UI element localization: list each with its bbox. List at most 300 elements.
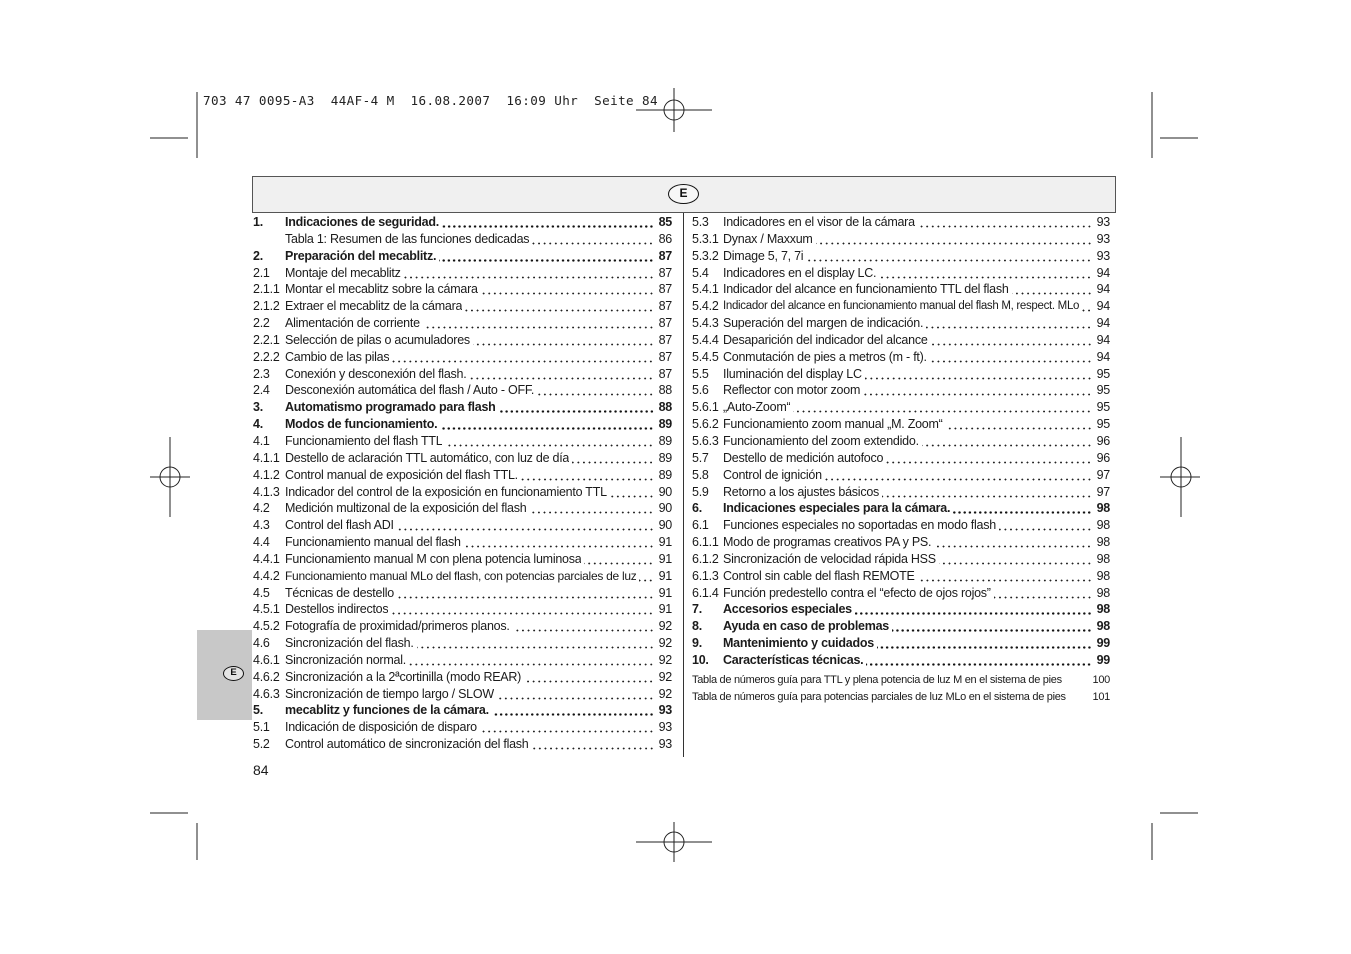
toc-entry-title: Iluminación del display LC [723, 366, 862, 381]
dot-leader [999, 517, 1093, 534]
toc-entry [692, 450, 1110, 467]
toc-entry-title: Técnicas de destello [285, 585, 394, 600]
dot-leader [529, 500, 655, 517]
crop-mark-bottom-right [1152, 813, 1198, 860]
toc-section-entry [692, 652, 1110, 669]
toc-entry-title: Fotografía de proximidad/primeros planos. [285, 619, 510, 634]
toc-entry-number: 5.7 [692, 450, 709, 465]
toc-entry-page: 93 [658, 703, 672, 718]
toc-entry-page: 97 [1096, 484, 1110, 499]
toc-entry-page: 92 [658, 669, 672, 684]
toc-note-page: 101 [1092, 691, 1110, 704]
toc-entry [253, 568, 672, 585]
registration-mark-bottom [636, 822, 712, 862]
crop-mark-top-right [1152, 92, 1198, 158]
toc-entry-number: 5.4 [692, 265, 709, 280]
toc-entry-title: Destellos indirectos [285, 602, 389, 617]
toc-entry-title: Indicadores en el visor de la cámara [723, 215, 915, 229]
toc-entry-number: 5.9 [692, 484, 709, 499]
toc-entry-number: 5.8 [692, 467, 709, 482]
toc-entry-number: 4.4 [253, 535, 270, 550]
toc-entry-number: 4.1.1 [253, 450, 280, 465]
toc-entry-number: 4.5.1 [253, 602, 280, 617]
toc-entry-title: Funcionamiento manual del flash [285, 535, 461, 550]
toc-entry-number: 2.2 [253, 316, 270, 331]
toc-entry-page: 90 [658, 501, 672, 516]
toc-entry [692, 433, 1110, 450]
toc-entry [692, 332, 1110, 349]
toc-entry-page: 94 [1096, 349, 1110, 364]
toc-entry-number: 5.4.4 [692, 332, 719, 347]
toc-entry-page: 85 [658, 215, 672, 229]
dot-leader [480, 719, 655, 736]
toc-entry-page: 99 [1096, 652, 1110, 667]
toc-entry-title: Conexión y desconexión del flash. [285, 366, 467, 381]
toc-section-entry [692, 500, 1110, 517]
dot-leader [953, 500, 1093, 517]
dot-leader [946, 416, 1093, 433]
toc-entry-title: Preparación del mecablitz. [285, 248, 437, 263]
toc-entry [692, 265, 1110, 282]
toc-entry-page: 98 [1096, 619, 1110, 634]
toc-entry-number: 5.3.2 [692, 248, 719, 263]
dot-leader [481, 281, 655, 298]
dot-leader [572, 450, 655, 467]
toc-entry-number: 9. [692, 636, 702, 651]
toc-entry-number: 5.3 [692, 215, 709, 229]
toc-entry-title: Indicación de disposición de disparo [285, 720, 477, 735]
print-slug: 703 47 0095-A3 44AF-4 M 16.08.2007 16:09 Uhr Seite 84 [203, 93, 658, 108]
toc-entry-page: 96 [1096, 450, 1110, 465]
toc-entry [253, 298, 672, 315]
toc-entry-page: 95 [1096, 400, 1110, 415]
toc-entry-page: 88 [658, 383, 672, 398]
toc-entry-title: Superación del margen de indicación. [723, 316, 924, 331]
toc-section-entry [253, 248, 672, 265]
page-number: 84 [253, 762, 269, 778]
dot-leader [1082, 298, 1093, 315]
toc-entry-number: 5.6.1 [692, 400, 719, 415]
toc-entry-page: 93 [1096, 215, 1110, 229]
toc-entry-number: 6.1.3 [692, 568, 719, 583]
registration-mark-left [150, 437, 190, 517]
toc-entry [253, 366, 672, 383]
toc-entry-title: Control de ignición [723, 467, 822, 482]
dot-leader [879, 265, 1093, 282]
toc-section-entry [692, 618, 1110, 635]
toc-entry-page: 95 [1096, 366, 1110, 381]
toc-entry-title: Cambio de las pilas [285, 349, 390, 364]
toc-entry [692, 214, 1110, 231]
toc-entry [253, 517, 672, 534]
toc-entry-title: Control automático de sincronización del flash [285, 737, 529, 752]
toc-entry [253, 601, 672, 618]
toc-entry-title: Alimentación de corriente [285, 316, 420, 331]
toc-entry-title: Funcionamiento del zoom extendido. [723, 433, 919, 448]
toc-entry-title: Funcionamiento manual MLo del flash, con potencias parciales de luz [285, 568, 637, 583]
dot-leader [392, 349, 655, 366]
dot-leader [409, 652, 655, 669]
toc-entry [253, 281, 672, 298]
toc-entry-page: 87 [658, 366, 672, 381]
toc-section-entry [253, 399, 672, 416]
toc-entry-number: 5.6.3 [692, 433, 719, 448]
toc-entry-title: Tabla 1: Resumen de las funciones dedicadas [285, 231, 530, 246]
toc-entry-page: 97 [1096, 467, 1110, 482]
toc-entry-page: 92 [658, 686, 672, 701]
toc-entry-title: Características técnicas. [723, 652, 864, 667]
toc-entry-title: Sincronización del flash. [285, 636, 414, 651]
dot-leader [934, 534, 1093, 551]
toc-entry-number: 4.5.2 [253, 619, 280, 634]
toc-entry [692, 568, 1110, 585]
toc-entry [692, 399, 1110, 416]
toc-entry-title: Funcionamiento zoom manual „M. Zoom“ [723, 417, 943, 432]
dot-leader [521, 467, 655, 484]
dot-leader [855, 601, 1093, 618]
toc-entry-page: 91 [658, 535, 672, 550]
toc-entry [253, 231, 672, 248]
toc-section-entry [692, 635, 1110, 652]
toc-entry [692, 298, 1110, 315]
toc-entry-number: 5.2 [253, 737, 270, 752]
toc-entry-title: Funcionamiento del flash TTL [285, 433, 443, 448]
crop-mark-top-left [150, 92, 197, 158]
toc-entry [692, 366, 1110, 383]
toc-entry-number: 4.6.3 [253, 686, 280, 701]
toc-entry-page: 90 [658, 518, 672, 533]
dot-leader [442, 214, 655, 231]
toc-entry-title: Desaparición del indicador del alcance [723, 332, 928, 347]
toc-entry-page: 98 [1096, 501, 1110, 516]
dot-leader [404, 265, 655, 282]
toc-entry-number: 5.1 [253, 720, 270, 735]
toc-note-entry [692, 672, 1110, 689]
toc-entry [692, 231, 1110, 248]
toc-entry [253, 433, 672, 450]
dot-leader [469, 366, 655, 383]
toc-note-title: Tabla de números guía para TTL y plena potencia de luz M en el sistema de pies [692, 674, 1062, 687]
toc-entry [692, 416, 1110, 433]
toc-entry-title: Dynax / Maxxum [723, 231, 813, 246]
toc-entry [692, 467, 1110, 484]
toc-entry-page: 87 [658, 299, 672, 314]
toc-entry-number: 8. [692, 619, 702, 634]
toc-entry [253, 349, 672, 366]
toc-section-entry [253, 214, 672, 231]
toc-entry-page: 95 [1096, 417, 1110, 432]
toc-entry [692, 534, 1110, 551]
toc-entry-title: Mantenimiento y cuidados [723, 636, 874, 651]
language-side-tab [197, 630, 252, 720]
dot-leader [816, 231, 1093, 248]
toc-entry [253, 450, 672, 467]
toc-entry-title: Destello de aclaración TTL automático, con luz de día [285, 450, 570, 465]
toc-entry-page: 95 [1096, 383, 1110, 398]
toc-entry-title: Retorno a los ajustes básicos [723, 484, 880, 499]
dot-leader [825, 467, 1093, 484]
toc-entry [692, 551, 1110, 568]
toc-entry-page: 87 [658, 349, 672, 364]
toc-entry-page: 93 [1096, 248, 1110, 263]
toc-entry-number: 5. [253, 703, 263, 718]
toc-entry-number: 2.1.1 [253, 282, 280, 297]
dot-leader [806, 248, 1093, 265]
toc-entry [692, 281, 1110, 298]
toc-entry-page: 99 [1096, 636, 1110, 651]
dot-leader [926, 315, 1093, 332]
toc-entry-title: Control del flash ADI [285, 518, 394, 533]
toc-entry-number: 4.6.1 [253, 652, 280, 667]
toc-entry [692, 349, 1110, 366]
toc-section-entry [692, 601, 1110, 618]
toc-entry [253, 484, 672, 501]
toc-entry-title: Montaje del mecablitz [285, 265, 401, 280]
toc-entry-title: Sincronización de velocidad rápida HSS [723, 551, 936, 566]
toc-entry-page: 96 [1096, 433, 1110, 448]
toc-entry [253, 686, 672, 703]
toc-note-title: Tabla de números guía para potencias parciales de luz MLo en el sistema de pies [692, 691, 1066, 704]
toc-entry-page: 88 [658, 400, 672, 415]
toc-entry-number: 4.6 [253, 636, 270, 651]
dot-leader [994, 585, 1093, 602]
dot-leader [445, 433, 655, 450]
dot-leader [391, 601, 655, 618]
dot-leader [440, 416, 655, 433]
toc-entry-page: 89 [658, 450, 672, 465]
toc-entry-number: 5.4.3 [692, 316, 719, 331]
toc-entry-page: 89 [658, 417, 672, 432]
toc-entry [253, 618, 672, 635]
dot-leader [497, 686, 655, 703]
toc-entry-number: 1. [253, 215, 263, 229]
toc-entry-title: Modos de funcionamiento. [285, 417, 438, 432]
toc-entry-number: 2.3 [253, 366, 270, 381]
toc-entry-number: 6.1.1 [692, 535, 719, 550]
toc-entry-number: 5.4.5 [692, 349, 719, 364]
dot-leader [1012, 281, 1093, 298]
toc-entry [253, 315, 672, 332]
toc-entry-number: 3. [253, 400, 263, 415]
toc-entry-page: 94 [1096, 332, 1110, 347]
dot-leader [584, 551, 655, 568]
toc-entry-page: 98 [1096, 568, 1110, 583]
dot-leader [918, 568, 1093, 585]
toc-entry-title: Indicador del alcance en funcionamiento TTL del flash [723, 282, 1009, 297]
toc-entry-title: Montar el mecablitz sobre la cámara [285, 282, 478, 297]
toc-entry-page: 98 [1096, 535, 1110, 550]
toc-entry-title: Destello de medición autofoco [723, 450, 884, 465]
toc-entry-page: 93 [1096, 231, 1110, 246]
toc-entry-page: 93 [658, 737, 672, 752]
dot-leader [610, 484, 655, 501]
toc-entry-page: 86 [658, 231, 672, 246]
toc-entry-title: Dimage 5, 7, 7i [723, 248, 804, 263]
toc-entry-page: 87 [658, 316, 672, 331]
toc-entry-page: 98 [1096, 602, 1110, 617]
dot-leader [918, 214, 1093, 231]
side-tab-badge: E [223, 666, 244, 681]
toc-entry-page: 92 [658, 619, 672, 634]
toc-entry-number: 10. [692, 652, 709, 667]
toc-entry-number: 5.4.2 [692, 299, 719, 314]
toc-entry [692, 315, 1110, 332]
toc-entry-page: 93 [658, 720, 672, 735]
toc-entry-number: 4. [253, 417, 263, 432]
toc-entry-title: Ayuda en caso de problemas [723, 619, 890, 634]
toc-entry-page: 92 [658, 636, 672, 651]
dot-leader [877, 635, 1093, 652]
column-divider [683, 213, 684, 757]
toc-entry-title: Accesorios especiales [723, 602, 852, 617]
toc-entry-page: 87 [658, 265, 672, 280]
toc-entry-number: 4.4.2 [253, 568, 280, 583]
toc-entry-title: Indicador del control de la exposición en funcionamiento TTL [285, 484, 607, 499]
toc-note-entry [692, 689, 1110, 706]
dot-leader [930, 349, 1093, 366]
toc-entry-title: Sincronización a la 2ªcortinilla (modo REAR) [285, 669, 522, 684]
crop-mark-bottom-left [150, 813, 197, 860]
toc-entry-title: Conmutación de pies a metros (m - ft). [723, 349, 927, 364]
dot-leader [639, 568, 655, 585]
toc-entry-title: Funcionamiento manual M con plena potencia luminosa [285, 551, 582, 566]
toc-entry-number: 2.2.2 [253, 349, 280, 364]
toc-entry-number: 5.6 [692, 383, 709, 398]
dot-leader [397, 585, 655, 602]
toc-entry-title: Reflector con motor zoom [723, 383, 861, 398]
dot-leader [865, 366, 1093, 383]
toc-entry-number: 2. [253, 248, 263, 263]
toc-entry [253, 635, 672, 652]
toc-entry-page: 87 [658, 332, 672, 347]
dot-leader [499, 399, 655, 416]
toc-entry [692, 517, 1110, 534]
toc-entry [253, 265, 672, 282]
toc-note-page: 100 [1092, 674, 1110, 687]
dot-leader [417, 635, 655, 652]
toc-entry-page: 91 [658, 551, 672, 566]
dot-leader [532, 736, 656, 753]
toc-entry-number: 6.1.4 [692, 585, 719, 600]
toc-entry-number: 4.5 [253, 585, 270, 600]
dot-leader [892, 618, 1093, 635]
toc-entry-title: Sincronización normal. [285, 652, 406, 667]
toc-entry-title: Control manual de exposición del flash TTL. [285, 467, 518, 482]
toc-entry-title: Funciones especiales no soportadas en modo flash [723, 518, 996, 533]
toc-entry-title: Indicador del alcance en funcionamiento manual del flash M, respect. MLo [723, 300, 1080, 313]
toc-entry-title: Desconexión automática del flash / Auto - OFF. [285, 383, 535, 398]
toc-entry-number: 4.1.2 [253, 467, 280, 482]
toc-entry-page: 91 [658, 585, 672, 600]
dot-leader [439, 248, 655, 265]
dot-leader [939, 551, 1093, 568]
toc-entry-page: 94 [1096, 299, 1110, 314]
toc-entry-number: 6.1.2 [692, 551, 719, 566]
toc-entry-page: 94 [1096, 282, 1110, 297]
toc-entry-title: „Auto-Zoom“ [723, 400, 791, 415]
toc-entry-page: 94 [1096, 316, 1110, 331]
toc-entry-page: 98 [1096, 518, 1110, 533]
toc-entry-number: 2.1 [253, 265, 270, 280]
toc-entry-title: Control sin cable del flash REMOTE [723, 568, 915, 583]
toc-entry [253, 551, 672, 568]
dot-leader [537, 382, 655, 399]
toc-entry-page: 92 [658, 652, 672, 667]
toc-entry-title: Indicaciones especiales para la cámara. [723, 501, 951, 516]
toc-entry [253, 719, 672, 736]
toc-entry [253, 500, 672, 517]
toc-entry-number: 5.6.2 [692, 417, 719, 432]
toc-entry-page: 90 [658, 484, 672, 499]
toc-entry-number: 2.2.1 [253, 332, 280, 347]
toc-entry-page: 89 [658, 467, 672, 482]
toc-entry-page: 87 [658, 282, 672, 297]
dot-leader [863, 382, 1093, 399]
toc-entry-title: Sincronización de tiempo largo / SLOW [285, 686, 494, 701]
toc-entry [253, 585, 672, 602]
dot-leader [464, 534, 655, 551]
toc-column-right [692, 214, 1110, 706]
toc-entry-page: 91 [658, 602, 672, 617]
toc-entry-number: 2.1.2 [253, 299, 280, 314]
toc-entry [253, 467, 672, 484]
dot-leader [524, 669, 655, 686]
toc-entry-number: 2.4 [253, 383, 270, 398]
toc-entry-page: 87 [658, 248, 672, 263]
toc-entry [253, 332, 672, 349]
registration-mark-right [1160, 437, 1200, 517]
dot-leader [793, 399, 1093, 416]
toc-entry-number: 6. [692, 501, 702, 516]
toc-entry [692, 484, 1110, 501]
toc-section-entry [253, 416, 672, 433]
toc-entry-number: 6.1 [692, 518, 709, 533]
toc-entry [253, 534, 672, 551]
toc-entry-title: Extraer el mecablitz de la cámara [285, 299, 463, 314]
toc-notes [692, 672, 1110, 706]
toc-entry [253, 652, 672, 669]
language-header-bar [252, 176, 1116, 213]
toc-entry-number: 4.4.1 [253, 551, 280, 566]
toc-entry-number: 5.4.1 [692, 282, 719, 297]
dot-leader [473, 332, 655, 349]
toc-entry-number: 4.1.3 [253, 484, 280, 499]
toc-section-entry [253, 702, 672, 719]
dot-leader [532, 231, 655, 248]
toc-entry [692, 382, 1110, 399]
toc-entry-number: 5.5 [692, 366, 709, 381]
toc-entry [692, 248, 1110, 265]
dot-leader [423, 315, 655, 332]
dot-leader [882, 484, 1093, 501]
dot-leader [922, 433, 1093, 450]
toc-entry-number: 7. [692, 602, 702, 617]
toc-entry-number: 4.6.2 [253, 669, 280, 684]
toc-entry-page: 91 [658, 568, 672, 583]
toc-entry [253, 736, 672, 753]
toc-entry-page: 98 [1096, 551, 1110, 566]
toc-entry-page: 98 [1096, 585, 1110, 600]
dot-leader [866, 652, 1093, 669]
dot-leader [492, 702, 655, 719]
toc-entry-number: 4.3 [253, 518, 270, 533]
dot-leader [465, 298, 655, 315]
toc-column-left [253, 214, 672, 753]
dot-leader [931, 332, 1093, 349]
toc-entry [253, 669, 672, 686]
language-badge: E [668, 184, 699, 204]
dot-leader [397, 517, 655, 534]
